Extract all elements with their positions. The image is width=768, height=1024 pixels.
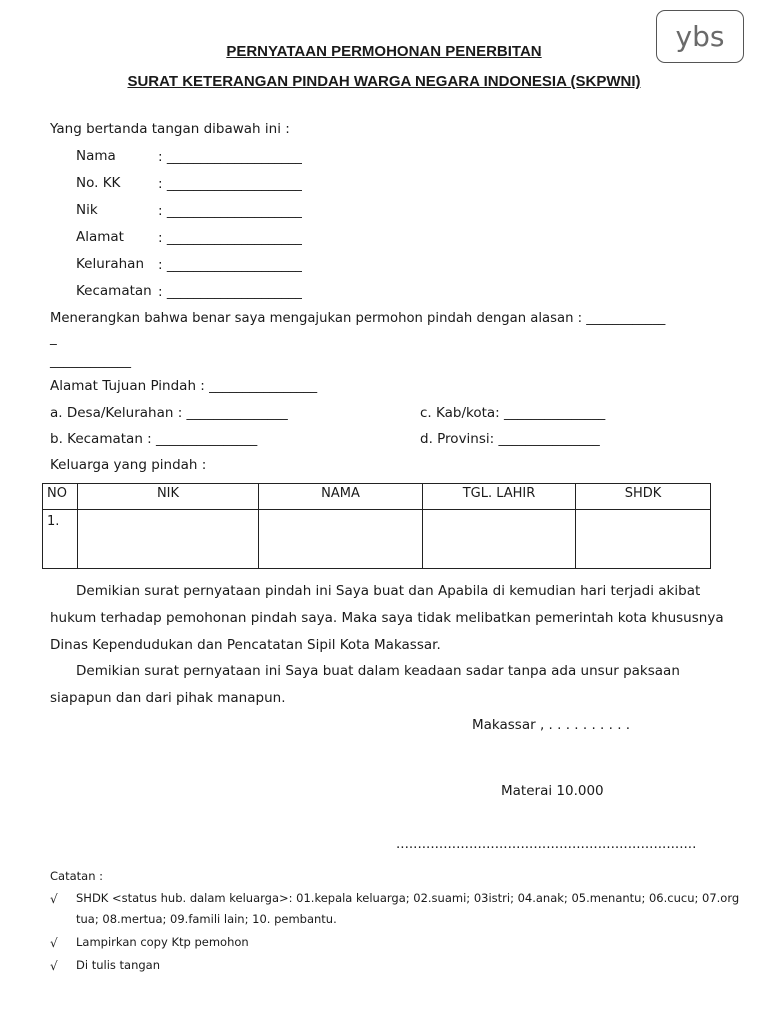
place-date: Makassar , . . . . . . . . . .: [472, 717, 631, 733]
nik-field: : ____________________: [158, 203, 302, 219]
col-header-no: NO: [43, 484, 78, 510]
reason-line: Menerangkan bahwa benar saya mengajukan permohon pindah dengan alasan : ____________: [50, 311, 666, 326]
col-header-nama: NAMA: [259, 484, 423, 510]
document-title-line2: SURAT KETERANGAN PINDAH WARGA NEGARA INDONESIA (SKPWNI): [127, 73, 641, 90]
cell-tgl-lahir: [423, 510, 576, 569]
destination-address-label: Alamat Tujuan Pindah : ________________: [50, 378, 318, 394]
alamat-field: : ____________________: [158, 230, 302, 246]
no-kk-field: : ____________________: [158, 176, 302, 192]
cell-nama: [259, 510, 423, 569]
notes-title: Catatan :: [50, 869, 104, 883]
desa-kelurahan-field: a. Desa/Kelurahan : _______________: [50, 405, 288, 421]
no-kk-label: No. KK: [76, 175, 121, 191]
logo-text: ybs: [675, 20, 725, 53]
col-header-tgl-lahir: TGL. LAHIR: [423, 484, 576, 510]
statement-p2-line2: siapapun dan dari pihak manapun.: [50, 690, 286, 706]
intro-text: Yang bertanda tangan dibawah ini :: [50, 121, 290, 137]
col-header-nik: NIK: [78, 484, 259, 510]
note-ktp: Lampirkan copy Ktp pemohon: [76, 935, 249, 949]
signature-line: ......................................................................: [396, 836, 697, 852]
cell-nik: [78, 510, 259, 569]
statement-p1-line1: Demikian surat pernyataan pindah ini Saya buat dan Apabila di kemudian hari terjadi akibat: [76, 583, 701, 599]
reason-line-wrap: _: [50, 330, 57, 346]
cell-no: 1.: [43, 510, 78, 569]
materai-stamp-label: Materai 10.000: [501, 783, 604, 799]
cell-shdk: [576, 510, 711, 569]
nik-label: Nik: [76, 202, 98, 218]
statement-p2-line1: Demikian surat pernyataan ini Saya buat dalam keadaan sadar tanpa ada unsur paksaan: [76, 663, 680, 679]
note-shdk-line2: tua; 08.mertua; 09.famili lain; 10. pembantu.: [76, 912, 337, 926]
col-header-shdk: SHDK: [576, 484, 711, 510]
statement-p1-line2: hukum terhadap pemohonan pindah saya. Maka saya tidak melibatkan pemerintah kota khususnya: [50, 610, 724, 626]
table-row: [43, 510, 711, 569]
destination-kecamatan-field: b. Kecamatan : _______________: [50, 431, 258, 447]
check-icon: √: [50, 959, 58, 973]
note-handwritten: Di tulis tangan: [76, 958, 161, 972]
document-title-line1: PERNYATAAN PERMOHONAN PENERBITAN: [226, 43, 542, 60]
check-icon: √: [50, 936, 58, 950]
alamat-label: Alamat: [76, 229, 124, 245]
kelurahan-label: Kelurahan: [76, 256, 145, 272]
statement-p1-line3: Dinas Kependudukan dan Pencatatan Sipil Kota Makassar.: [50, 637, 441, 653]
kab-kota-field: c. Kab/kota: _______________: [420, 405, 606, 421]
kecamatan-label: Kecamatan: [76, 283, 152, 299]
reason-line-continuation: ____________: [50, 353, 131, 369]
nama-label: Nama: [76, 148, 116, 164]
kelurahan-field: : ____________________: [158, 257, 302, 273]
nama-field: : ____________________: [158, 149, 302, 165]
kecamatan-field: : ____________________: [158, 284, 302, 300]
provinsi-field: d. Provinsi: _______________: [420, 431, 600, 447]
table-header-row: [43, 484, 711, 510]
note-shdk-line1: SHDK <status hub. dalam keluarga>: 01.kepala keluarga; 02.suami; 03istri; 04.anak; 05.menantu; 06.cucu; 07.org: [76, 891, 740, 905]
family-label: Keluarga yang pindah :: [50, 457, 207, 473]
family-table: [42, 483, 711, 569]
check-icon: √: [50, 892, 58, 906]
